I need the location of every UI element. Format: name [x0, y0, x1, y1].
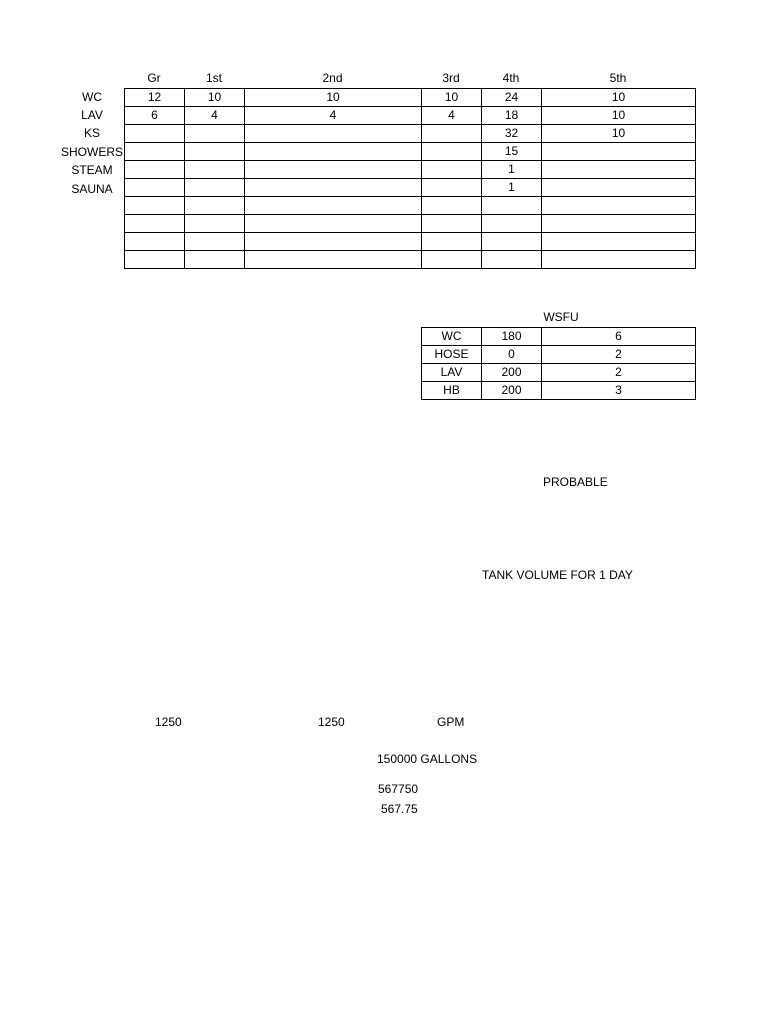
table-cell [542, 161, 696, 179]
table-cell [422, 143, 482, 161]
table-cell [185, 233, 245, 251]
table-cell [482, 251, 542, 269]
table-cell [542, 143, 696, 161]
row-label-ks: KS [83, 126, 100, 140]
table-row [125, 179, 696, 197]
table-cell [542, 251, 696, 269]
table-cell: 200 [482, 382, 542, 400]
table-cell: 12 [125, 89, 185, 107]
table-cell [422, 161, 482, 179]
table-cell: 10 [542, 107, 696, 125]
table-cell [245, 215, 422, 233]
table-cell [245, 125, 422, 143]
table-cell: 6 [542, 328, 696, 346]
table-cell: 1 [482, 161, 542, 179]
table-cell: WC [422, 328, 482, 346]
table-cell [125, 125, 185, 143]
table-cell: 2 [542, 364, 696, 382]
table-cell [245, 251, 422, 269]
row-label-lav: LAV [81, 108, 103, 122]
table-cell [422, 197, 482, 215]
table-cell [422, 215, 482, 233]
col-header-gr: Gr [147, 71, 161, 85]
table-cell [422, 125, 482, 143]
table-cell: 10 [185, 89, 245, 107]
table-row [422, 382, 696, 400]
table-cell [185, 125, 245, 143]
table-cell [422, 251, 482, 269]
table-row [422, 346, 696, 364]
table-row [125, 233, 696, 251]
table-cell [185, 215, 245, 233]
table-cell [245, 179, 422, 197]
table-cell: 24 [482, 89, 542, 107]
table-cell [245, 161, 422, 179]
table-cell: 32 [482, 125, 542, 143]
table-cell: HOSE [422, 346, 482, 364]
table-row [125, 197, 696, 215]
table-cell: 0 [482, 346, 542, 364]
tank-volume-label: TANK VOLUME FOR 1 DAY [482, 568, 633, 582]
table-row [125, 89, 696, 107]
table-row [125, 125, 696, 143]
row-label-wc: WC [82, 90, 102, 104]
table-cell [125, 179, 185, 197]
table-cell: 18 [482, 107, 542, 125]
col-header-2nd: 2nd [322, 71, 343, 85]
table-cell [542, 233, 696, 251]
table-cell: 4 [185, 107, 245, 125]
table-cell: 6 [125, 107, 185, 125]
probable-label: PROBABLE [543, 475, 608, 489]
table-row [422, 328, 696, 346]
table-cell: 180 [482, 328, 542, 346]
table-cell: 200 [482, 364, 542, 382]
col-header-4th: 4th [502, 71, 520, 85]
table-cell: 1 [482, 179, 542, 197]
value-1250-a: 1250 [155, 715, 182, 729]
table-row [125, 161, 696, 179]
table-cell [185, 143, 245, 161]
table-cell [125, 251, 185, 269]
table-row [125, 251, 696, 269]
table-cell [482, 215, 542, 233]
wsfu-table [421, 327, 696, 400]
table-cell: 4 [245, 107, 422, 125]
table-cell: 10 [542, 89, 696, 107]
table-row [422, 364, 696, 382]
table-row [125, 143, 696, 161]
row-label-showers: SHOWERS [60, 145, 123, 159]
gpm-label: GPM [437, 715, 465, 729]
col-header-1st: 1st [205, 71, 222, 85]
row-label-sauna: SAUNA [71, 182, 113, 196]
table-cell [125, 215, 185, 233]
calc-value-2: 567.75 [381, 802, 418, 816]
table-cell [422, 179, 482, 197]
table-cell [245, 197, 422, 215]
table-cell [482, 197, 542, 215]
table-cell: 10 [245, 89, 422, 107]
table-cell [125, 143, 185, 161]
calc-value-1: 567750 [378, 782, 419, 796]
table-cell [245, 143, 422, 161]
table-cell: HB [422, 382, 482, 400]
table-cell [482, 233, 542, 251]
table-cell [542, 215, 696, 233]
wsfu-title: WSFU [543, 310, 579, 324]
table-cell: LAV [422, 364, 482, 382]
table-cell: 4 [422, 107, 482, 125]
table-cell [125, 197, 185, 215]
table-cell [125, 161, 185, 179]
table-cell: 10 [542, 125, 696, 143]
value-1250-b: 1250 [318, 715, 345, 729]
table-row [125, 107, 696, 125]
table-cell: 2 [542, 346, 696, 364]
table-cell [185, 179, 245, 197]
col-header-5th: 5th [609, 71, 627, 85]
table-cell [422, 233, 482, 251]
fixture-count-table [124, 88, 696, 269]
table-cell [185, 251, 245, 269]
table-cell [125, 233, 185, 251]
table-cell [185, 197, 245, 215]
col-header-3rd: 3rd [442, 71, 460, 85]
table-cell: 10 [422, 89, 482, 107]
row-label-steam: STEAM [71, 163, 113, 177]
gallons-value: 150000 GALLONS [377, 752, 478, 766]
table-cell: 15 [482, 143, 542, 161]
table-cell [542, 179, 696, 197]
table-cell [185, 161, 245, 179]
table-cell [245, 233, 422, 251]
table-cell [542, 197, 696, 215]
table-cell: 3 [542, 382, 696, 400]
table-row [125, 215, 696, 233]
